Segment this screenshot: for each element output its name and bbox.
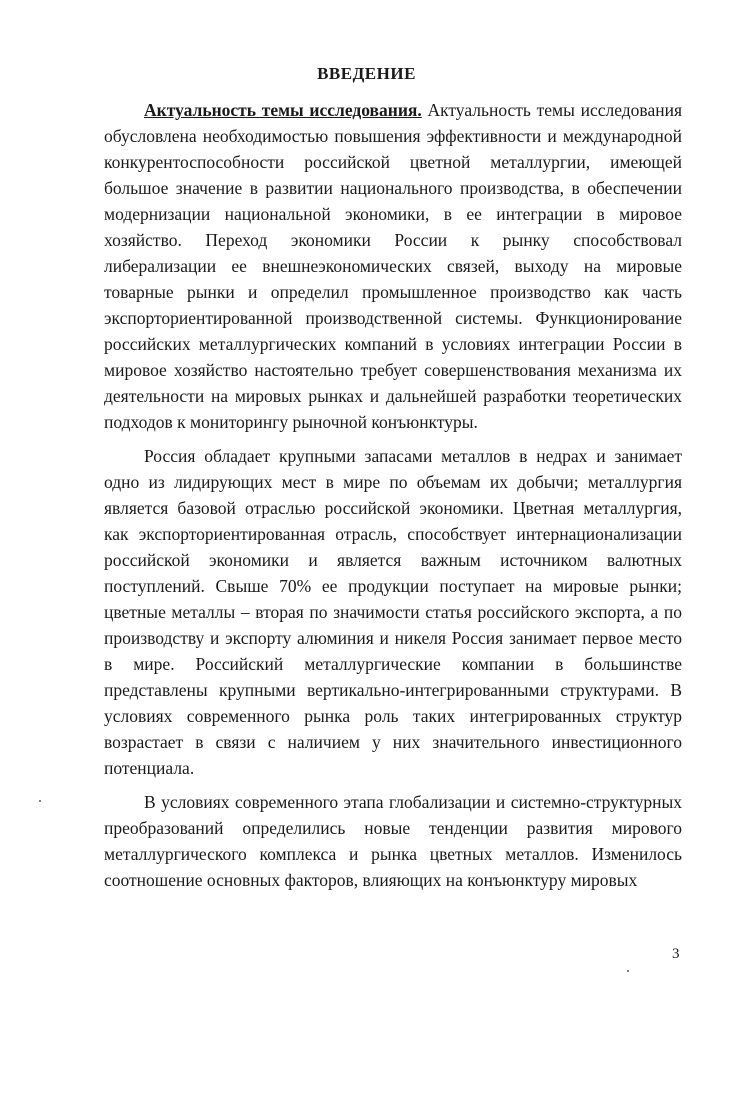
scan-speck: [627, 970, 629, 972]
paragraph-2: Россия обладает крупными запасами металлов в недрах и занимает одно из лидирующих мест в мире по объемам их добычи; металлургия является базовой отраслью российской экономики. Цветная металлургия, как экспорториентированная отрасль, способствует интернационализации российской экономики и является важным источником валютных поступлений. Свыше 70% ее продукции поступает на мировые рынки; цветные металлы – вторая по значимости статья российского экспорта, а по производству и экспорту алюминия и никеля Россия занимает первое место в мире. Российский металлургические компании в большинстве представлены крупными вертикально-интегрированными структурами. В условиях современного рынка роль таких интегрированных структур возрастает в связи с наличием у них значительного инвестиционного потенциала.: [104, 446, 682, 778]
section-lead-heading: Актуальность темы исследования.: [144, 100, 422, 120]
page-title: ВВЕДЕНИЕ: [317, 64, 416, 83]
scan-speck: [39, 800, 41, 802]
body-text: [104, 97, 682, 901]
page-number: 3: [672, 946, 680, 962]
paragraph-1: [104, 97, 682, 435]
paragraph-1-text: Актуальность темы исследования обусловлена необходимостью повышения эффективности и международной конкурентоспособности российской цветной металлургии, имеющей большое значение в развитии национального производства, в обеспечении модернизации национальной экономики, в ее интеграции в мировое хозяйство. Переход экономики России к рынку способствовал либерализации ее внешнеэкономических связей, выходу на мировые товарные рынки и определил промышленное производство как часть экспорториентированной производственной системы. Функционирование российских металлургических компаний в условиях интеграции России в мировое хозяйство настоятельно требует совершенствования механизма их деятельности на мировых рынках и дальнейшей разработки теоретических подходов к мониторингу рыночной конъюнктуры.: [104, 100, 682, 432]
paragraph-3: В условиях современного этапа глобализации и системно-структурных преобразований определились новые тенденции развития мирового металлургического комплекса и рынка цветных металлов. Изменилось соотношение основных факторов, влияющих на конъюнктуру мировых: [104, 792, 682, 890]
